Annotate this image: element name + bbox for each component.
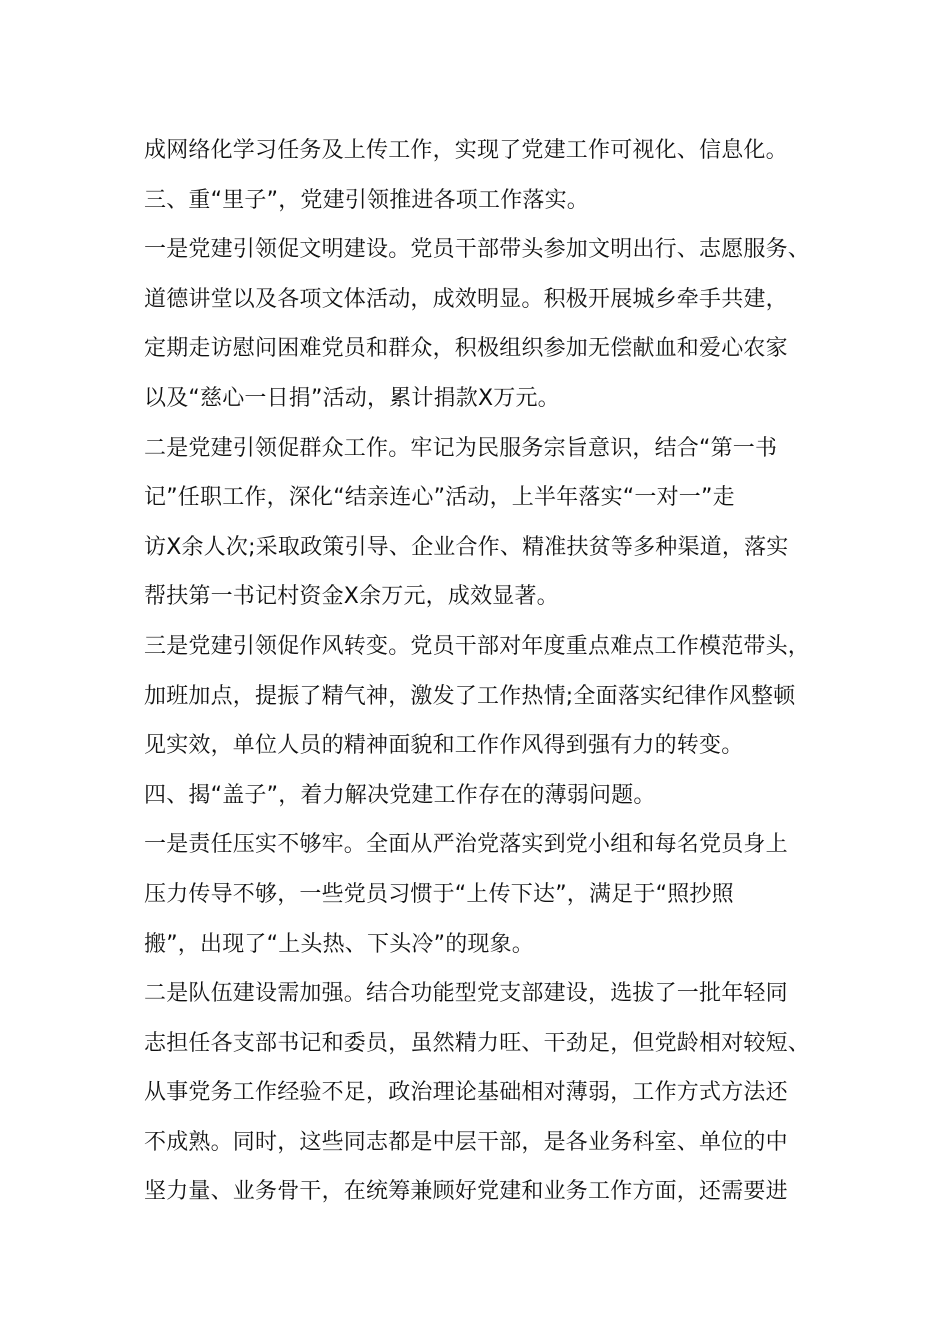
text-line: 记”任职工作，深化“结亲连心”活动，上半年落实“一对一”走 — [144, 485, 735, 511]
text-line: 访X余人次;采取政策引导、企业合作、精准扶贫等多种渠道，落实 — [144, 534, 789, 560]
text-line: 以及“慈心一日捐”活动，累计捐款X万元。 — [144, 385, 560, 411]
text-line: 志担任各支部书记和委员，虽然精力旺、干劲足，但党龄相对较短、 — [144, 1030, 811, 1056]
text-line: 三是党建引领促作风转变。党员干部对年度重点难点工作模范带头， — [144, 633, 811, 659]
text-line: 加班加点，提振了精气神，激发了工作热情;全面落实纪律作风整顿 — [144, 683, 796, 709]
text-line: 不成熟。同时，这些同志都是中层干部，是各业务科室、单位的中 — [144, 1129, 788, 1155]
text-line: 压力传导不够，一些党员习惯于“上传下达”，满足于“照抄照 — [144, 881, 734, 907]
text-line: 定期走访慰问困难党员和群众，积极组织参加无偿献血和爱心农家 — [144, 336, 788, 362]
section-heading: 三、重“里子”，党建引领推进各项工作落实。 — [144, 187, 589, 213]
text-line: 一是党建引领促文明建设。党员干部带头参加文明出行、志愿服务、 — [144, 237, 811, 263]
text-line: 二是队伍建设需加强。结合功能型党支部建设，选拔了一批年轻同 — [144, 981, 788, 1007]
document-body — [144, 126, 824, 1217]
text-line: 见实效，单位人员的精神面貌和工作作风得到强有力的转变。 — [144, 733, 744, 759]
text-line: 一是责任压实不够牢。全面从严治党落实到党小组和每名党员身上 — [144, 832, 788, 858]
text-line: 从事党务工作经验不足，政治理论基础相对薄弱，工作方式方法还 — [144, 1080, 788, 1106]
section-heading: 四、揭“盖子”，着力解决党建工作存在的薄弱问题。 — [144, 782, 656, 808]
text-line: 坚力量、业务骨干，在统筹兼顾好党建和业务工作方面，还需要进 — [144, 1179, 788, 1205]
text-line: 搬”，出现了“上头热、下头冷”的现象。 — [144, 931, 534, 957]
text-line: 成网络化学习任务及上传工作，实现了党建工作可视化、信息化。 — [144, 138, 788, 163]
text-line: 帮扶第一书记村资金X余万元，成效显著。 — [144, 584, 559, 610]
text-line: 道德讲堂以及各项文体活动，成效明显。积极开展城乡牵手共建， — [144, 286, 788, 312]
text-line: 二是党建引领促群众工作。牢记为民服务宗旨意识，结合“第一书 — [144, 435, 778, 461]
